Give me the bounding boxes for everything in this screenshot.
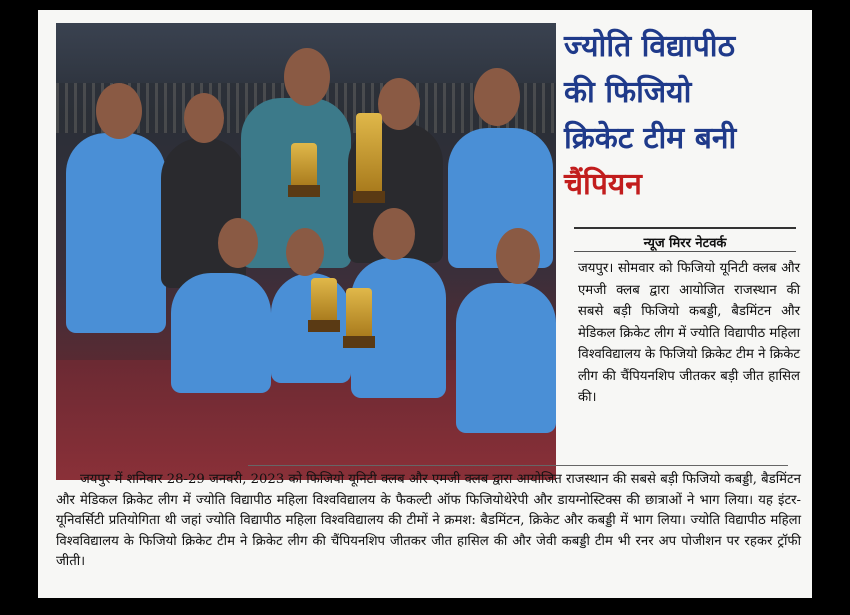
team-photo <box>56 23 556 480</box>
divider <box>248 465 788 466</box>
player-head <box>474 68 520 126</box>
headline-line-highlight: चैंपियन <box>564 167 642 202</box>
coach-head <box>284 48 330 106</box>
player-head <box>218 218 258 268</box>
headline-line: ज्योति विद्यापीठ <box>564 29 736 64</box>
player-figure <box>171 273 271 393</box>
player-figure <box>66 133 166 333</box>
player-head <box>286 228 324 276</box>
player-head <box>378 78 420 130</box>
side-paragraph: जयपुर। सोमवार को फिजियो यूनिटी क्लब और एमजी क्लब द्वारा आयोजित राजस्थान की सबसे बड़ी फिजियो कबड्डी, बैडमिंटन और मेडिकल क्रिकेट लीग में ज्योति विद्यापीठ महिला विश्वविद्यालय के फिजियो क्रिकेट टीम ने क्रिकेट लीग की चैंपियनशिप जीतकर बड़ी जीत हासिल की। <box>578 261 800 405</box>
player-head <box>96 83 142 139</box>
newspaper-clipping <box>38 10 812 598</box>
headline-line: की फिजियो <box>564 75 692 110</box>
byline: न्यूज मिरर नेटवर्क <box>643 236 727 251</box>
player-head <box>496 228 540 284</box>
trophy-icon <box>311 278 337 322</box>
player-head <box>184 93 224 143</box>
trophy-icon <box>356 113 382 193</box>
trophy-icon <box>291 143 317 187</box>
trophy-icon <box>346 288 372 338</box>
divider <box>574 227 796 229</box>
divider <box>574 251 796 252</box>
player-head <box>373 208 415 260</box>
headline <box>564 24 804 208</box>
headline-line: क्रिकेट टीम बनी <box>564 121 737 156</box>
player-figure <box>456 283 556 433</box>
body-paragraph: जयपुर में शनिवार 28-29 जनवरी, 2023 को फिजियो यूनिटी क्लब और एमजी क्लब द्वारा आयोजित राजस्थान की सबसे बड़ी फिजियो कबड्डी, बैडमिंटन और मेडिकल क्रिकेट लीग में ज्योति विद्यापीठ महिला विश्वविद्यालय के फैकल्टी ऑफ फिजियोथेरेपी और डायग्नोस्टिक्स की छात्राओं ने भाग लिया। यह इंटर-यूनिवर्सिटी प्रतियोगिता थी जहां ज्योति विद्यापीठ महिला विश्वविद्यालय की टीमों ने क्रमश: बैडमिंटन, क्रिकेट और कबड्डी में भाग लिया। ज्योति विद्यापीठ महिला विश्वविद्यालय के फिजियो क्रिकेट टीम ने क्रिकेट लीग की चैंपियनशिप जीतकर जीत हासिल की और जेवी कबड्डी टीम भी रनर अप पोजीशन पर रहकर ट्रॉफी जीती। <box>56 472 801 570</box>
